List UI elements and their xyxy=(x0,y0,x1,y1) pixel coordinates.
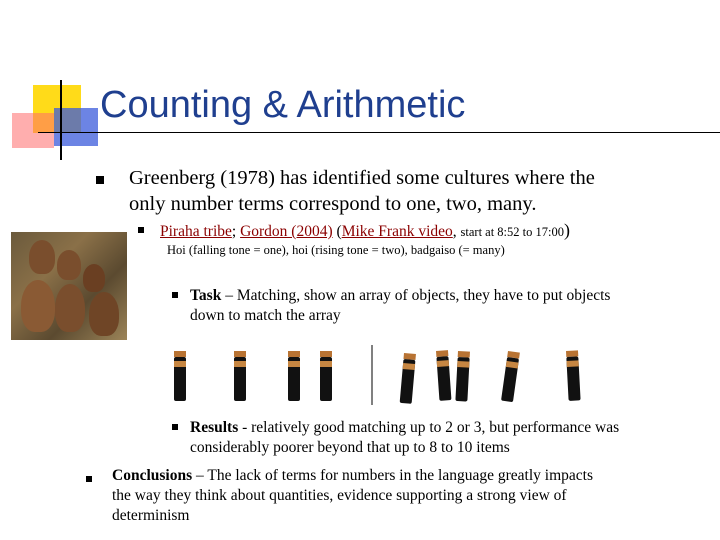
gordon-2004-link[interactable]: Gordon (2004) xyxy=(240,223,333,240)
battery-icon xyxy=(288,351,300,401)
conclusions-label: Conclusions xyxy=(112,467,193,484)
battery-array-image xyxy=(168,345,588,405)
conclusions-text-line3: determinism xyxy=(112,507,190,524)
conclusions-text-line2: the way they think about quantities, evidence supporting a strong view of xyxy=(112,487,567,504)
paren-close-text: ) xyxy=(563,220,570,240)
comma-text: , xyxy=(452,223,461,240)
sub-bullet-marker xyxy=(138,227,144,233)
number-words-note: Hoi (falling tone = one), hoi (rising tone = two), badgaiso (= many) xyxy=(167,243,505,257)
conclusions-text-line1: – The lack of terms for numbers in the language greatly impacts xyxy=(192,467,593,484)
results-text-line2: considerably poorer beyond that up to 8 to 10 items xyxy=(190,439,510,456)
piraha-tribe-link[interactable]: Piraha tribe xyxy=(160,223,232,240)
results-text-line1: - relatively good matching up to 2 or 3, but performance was xyxy=(238,419,620,436)
decor-red-square xyxy=(12,113,54,148)
sub-bullet-links xyxy=(160,220,570,241)
task-label: Task xyxy=(190,287,222,304)
decor-horizontal-line xyxy=(38,132,720,133)
slide-title: Counting & Arithmetic xyxy=(100,84,466,126)
bullet-marker xyxy=(86,476,92,482)
conclusions-item xyxy=(112,466,593,526)
bullet-greenberg-line1: Greenberg (1978) has identified some cultures where the xyxy=(129,167,595,189)
decor-vertical-line xyxy=(60,80,62,160)
sub-bullet-marker xyxy=(172,424,178,430)
task-text-line2: down to match the array xyxy=(190,307,341,324)
task-item xyxy=(190,286,610,326)
battery-icon xyxy=(174,351,186,401)
sub-bullet-marker xyxy=(172,292,178,298)
paren-open-text: ( xyxy=(332,223,342,240)
battery-icon xyxy=(320,351,332,401)
results-item xyxy=(190,418,619,458)
bullet-marker xyxy=(96,176,104,184)
video-start-text: start at 8:52 to 17:00 xyxy=(460,225,564,239)
task-text-line1: – Matching, show an array of objects, they have to put objects xyxy=(221,287,611,304)
bullet-greenberg-line2: only number terms correspond to one, two, many. xyxy=(129,193,537,215)
results-label: Results xyxy=(190,419,239,436)
piraha-tribe-photo xyxy=(11,232,127,340)
bullet-greenberg xyxy=(129,165,595,217)
mike-frank-video-link[interactable]: Mike Frank video xyxy=(341,223,453,240)
battery-icon xyxy=(234,351,246,401)
separator-text: ; xyxy=(231,223,241,240)
